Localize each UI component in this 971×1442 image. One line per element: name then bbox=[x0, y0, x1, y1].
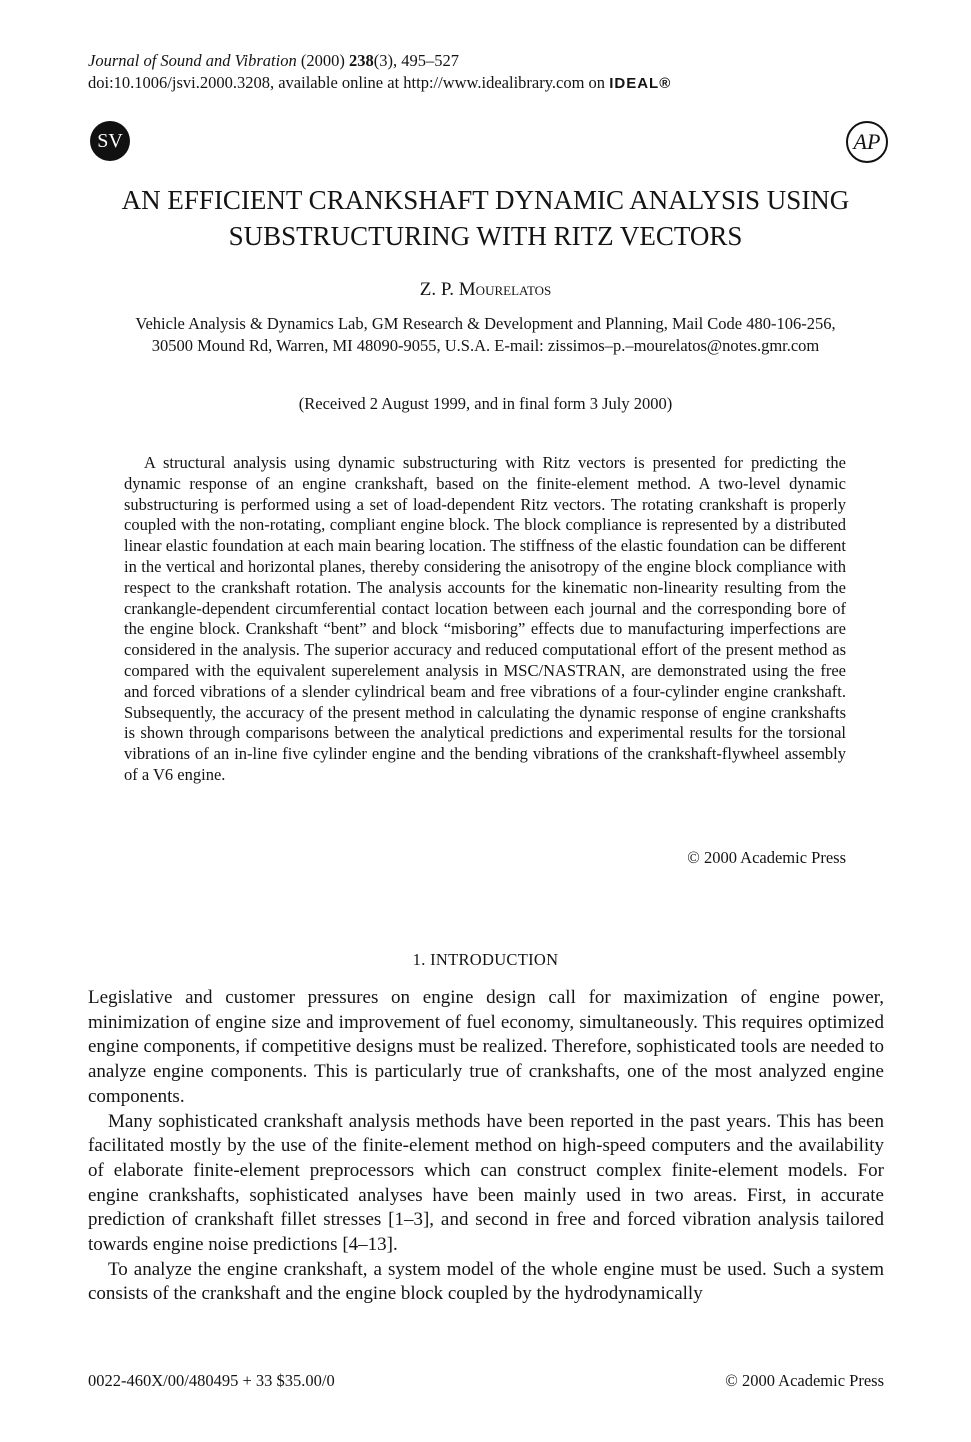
title-line-2: SUBSTRUCTURING WITH RITZ VECTORS bbox=[228, 221, 743, 251]
paper-title bbox=[60, 182, 911, 254]
affiliation bbox=[60, 313, 911, 357]
abstract: A structural analysis using dynamic substructuring with Ritz vectors is presented for predicting the dynamic response of an engine crankshaft, based on the finite-element method. A two-level dynamic substructuring is performed using a set of load-dependent Ritz vectors. The rotating crankshaft is properly coupled with the non-rotating, compliant engine block. The block compliance is represented by a distributed linear elastic foundation at each main bearing location. The stiffness of the elastic foundation can be different in the vertical and horizontal planes, thereby considering the anisotropy of the engine block compliance with respect to the crankshaft rotation. The analysis accounts for the kinematic non-linearity resulting from the crankangle-dependent circumferential contact location between each journal and the corresponding bore of the engine block. Crankshaft “bent” and block “misboring” effects due to manufacturing imperfections are considered in the analysis. The superior accuracy and reduced computational effort of the present method as compared with the equivalent superelement analysis in MSC/NASTRAN, are demonstrated using the free and forced vibrations of a slender cylindrical beam and free vibrations of a four-cylinder engine crankshaft. Subsequently, the accuracy of the present method in calculating the dynamic response of engine crankshafts is shown through comparisons between the analytical predictions and experimental results for the torsional vibrations of an in-line five cylinder engine and the bending vibrations of the crankshaft-flywheel assembly of a V6 engine. bbox=[124, 453, 846, 784]
journal-year: (2000) bbox=[300, 51, 345, 70]
author: Z. P. Mourelatos bbox=[419, 279, 552, 300]
paragraph: Many sophisticated crankshaft analysis methods have been reported in the past years. This has been facilitated mostly by the use of the finite-element method on high-speed computers and the availability of elaborate finite-element preprocessors which can construct complex finite-element models. For engine crankshafts, sophisticated analyses have been mainly used in two areas. First, in accurate prediction of crankshaft fillet stresses [1–3], and second in free and forced vibration analysis tailored towards engine noise predictions [4–13]. bbox=[88, 1110, 884, 1256]
section-heading: 1. INTRODUCTION bbox=[412, 950, 559, 969]
citation-line bbox=[88, 50, 671, 72]
body-text bbox=[88, 986, 884, 1307]
affiliation-line-1: Vehicle Analysis & Dynamics Lab, GM Research & Development and Planning, Mail Code 480-106-256, bbox=[135, 314, 836, 333]
title-line-1: AN EFFICIENT CRANKSHAFT DYNAMIC ANALYSIS USING bbox=[121, 185, 850, 215]
ap-logo: AP bbox=[846, 121, 888, 163]
sv-logo: SV bbox=[90, 121, 130, 161]
paragraph: To analyze the engine crankshaft, a system model of the whole engine must be used. Such a system consists of the crankshaft and the engine block coupled by the hydrodynamically bbox=[88, 1258, 884, 1305]
affiliation-line-2: 30500 Mound Rd, Warren, MI 48090-9055, U.S.A. E-mail: zissimos–p.–mourelatos@notes.gmr.com bbox=[151, 336, 820, 355]
paragraph: Legislative and customer pressures on engine design call for maximization of engine power, minimization of engine size and improvement of fuel economy, simultaneously. This requires optimized engine components, if competitive designs must be realized. Therefore, sophisticated tools are needed to analyze engine components. This is particularly true of crankshafts, one of the most analyzed engine components. bbox=[88, 987, 884, 1107]
journal-volume: 238 bbox=[348, 51, 374, 70]
footer-copyright: © 2000 Academic Press bbox=[725, 1371, 884, 1390]
footer-code: 0022-460X/00/480495 + 33 $35.00/0 bbox=[88, 1371, 335, 1390]
received-dates: (Received 2 August 1999, and in final form 3 July 2000) bbox=[298, 394, 673, 413]
ideal-logo: IDEAL® bbox=[609, 75, 672, 92]
doi-text: doi:10.1006/jsvi.2000.3208, available online at http://www.idealibrary.com on bbox=[88, 73, 606, 92]
doi-line bbox=[88, 72, 671, 95]
journal-issue-pages: (3), 495–527 bbox=[373, 51, 459, 70]
abstract-copyright: © 2000 Academic Press bbox=[687, 848, 846, 867]
journal-header bbox=[88, 50, 671, 95]
journal-name: Journal of Sound and Vibration bbox=[88, 51, 297, 70]
